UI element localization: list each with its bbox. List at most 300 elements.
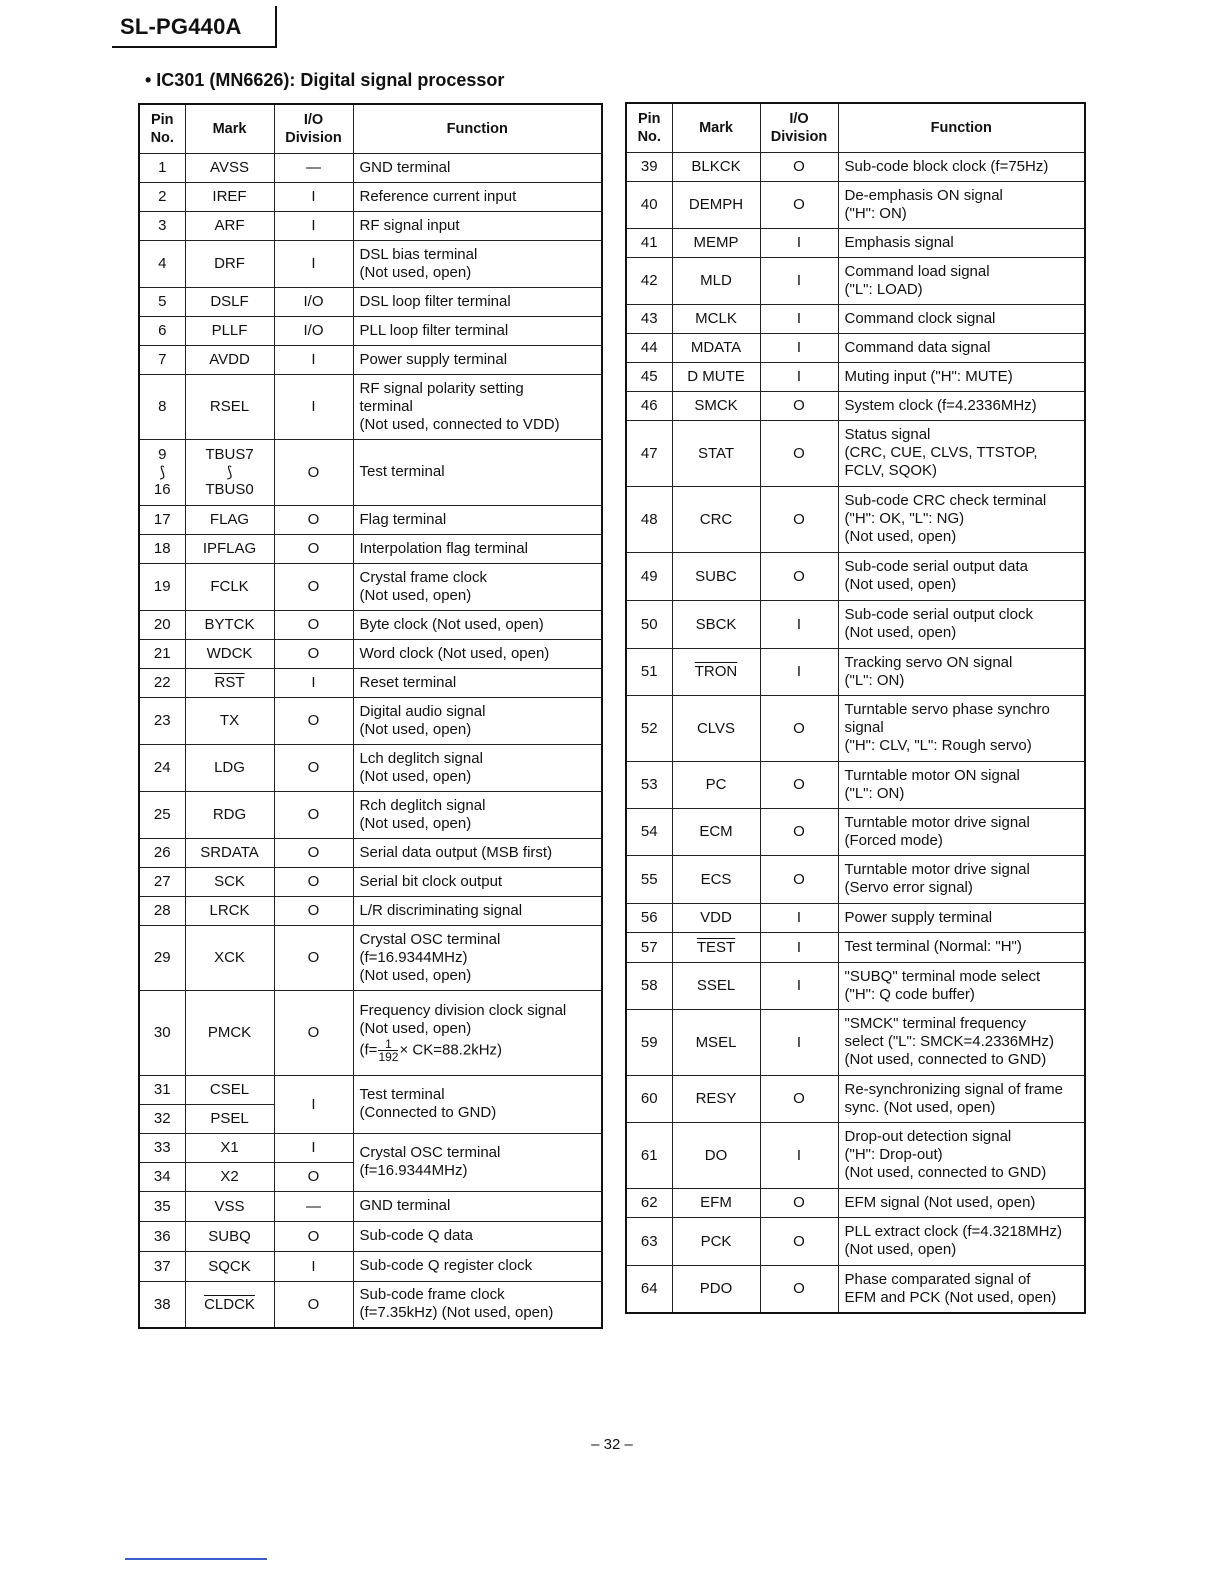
pin-mark: [185, 925, 274, 990]
pin-io: O: [307, 712, 320, 729]
pin-mark: RSEL: [209, 398, 250, 415]
pin-number: [139, 153, 185, 182]
pin-io: [274, 610, 353, 639]
pin-function: [353, 990, 602, 1075]
pin-number: 48: [640, 510, 658, 528]
pin-function-line: signal: [844, 719, 884, 736]
col-header-io: I/O Division: [760, 103, 838, 152]
pin-number: 42: [640, 272, 658, 289]
pin-mark: [185, 534, 274, 563]
pin-mark: [185, 345, 274, 374]
pin-function: [838, 855, 1085, 903]
pin-number: [626, 761, 672, 808]
pin-function-line: (Not used, open): [844, 1241, 957, 1258]
pin-function: [838, 362, 1085, 391]
pin-number: [626, 304, 672, 333]
pin-function-line: ("L": LOAD): [844, 280, 923, 298]
table-header-row: [139, 104, 602, 153]
pin-number: 37: [153, 1257, 171, 1275]
pin-mark: [672, 228, 760, 257]
pin-mark: SRDATA: [200, 844, 259, 861]
pin-function-line: Test terminal: [359, 1086, 445, 1103]
table-row: [626, 808, 1085, 855]
pin-io: [274, 439, 353, 505]
pin-mark: CLVS: [696, 719, 736, 737]
pin-number: [626, 1075, 672, 1122]
pin-function: Muting input ("H": MUTE): [844, 367, 1013, 385]
pin-function-line: (Not used, open): [844, 576, 957, 593]
pin-function-line: (f=16.9344MHz): [359, 1162, 468, 1179]
pin-number: [626, 181, 672, 228]
table-row: [626, 333, 1085, 362]
pin-function-line: Tracking servo ON signal: [844, 653, 1013, 671]
pin-number: 36: [153, 1227, 171, 1245]
pin-mark: CRC: [699, 510, 733, 528]
pin-io: I: [311, 674, 316, 691]
col-header-mark: Mark: [672, 103, 760, 152]
table-row: [626, 362, 1085, 391]
pin-mark: [185, 639, 274, 668]
pin-mark: MDATA: [690, 339, 742, 356]
pin-mark: [185, 563, 274, 610]
pin-function: PLL loop filter terminal: [359, 321, 509, 339]
pin-number: [139, 1133, 185, 1162]
pin-io: —: [306, 159, 321, 176]
table-row: [626, 695, 1085, 761]
pin-mark: [672, 181, 760, 228]
pin-mark: [672, 1009, 760, 1075]
pin-function: [353, 610, 602, 639]
pin-io: I: [311, 398, 316, 415]
table-row: [139, 1221, 602, 1251]
table-row: [139, 1191, 602, 1221]
pin-number: [139, 534, 185, 563]
pin-io: O: [307, 1168, 320, 1185]
pin-io: [274, 505, 353, 534]
pin-io: O: [307, 949, 320, 966]
pin-mark: TEST: [696, 938, 736, 956]
pin-function-line: PLL extract clock (f=4.3218MHz): [844, 1223, 1062, 1240]
pin-io: O: [307, 511, 320, 528]
pin-io: I: [796, 1033, 802, 1051]
pin-io: I/O: [303, 322, 324, 339]
pin-number: [626, 1122, 672, 1188]
pin-function: Serial data output (MSB first): [359, 843, 553, 861]
table-row: [626, 1217, 1085, 1265]
pin-function-line: (Not used, open): [359, 586, 472, 604]
pin-number: 34: [153, 1168, 171, 1185]
table-row: [626, 1009, 1085, 1075]
pin-mark: PSEL: [210, 1110, 249, 1127]
pin-mark: AVSS: [210, 159, 249, 176]
table-row: [139, 534, 602, 563]
pin-function: Sub-code Q register clock: [359, 1257, 533, 1274]
table-row: [626, 486, 1085, 552]
pin-number: [626, 362, 672, 391]
table-row: [626, 648, 1085, 695]
pin-mark: [672, 304, 760, 333]
pin-function: [838, 1122, 1085, 1188]
pin-number: [626, 552, 672, 600]
pin-function-line: ("H": Q code buffer): [844, 985, 975, 1003]
pin-io: I: [796, 1146, 802, 1164]
pin-function: EFM signal (Not used, open): [844, 1193, 1036, 1211]
fraction-denominator: 192: [378, 1050, 399, 1064]
pin-io: [274, 1075, 353, 1133]
table-row: [139, 316, 602, 345]
pin-mark: [185, 211, 274, 240]
pin-function: DSL loop filter terminal: [359, 292, 511, 310]
pin-io: O: [793, 870, 805, 888]
pin-io: O: [793, 823, 805, 840]
pin-number: [626, 855, 672, 903]
table-row: [139, 563, 602, 610]
table-row: [139, 697, 602, 744]
pin-function-line: (Not used, connected to GND): [844, 1051, 1047, 1068]
pin-mark: [185, 316, 274, 345]
pin-function: Power supply terminal: [359, 350, 508, 368]
pin-io: O: [793, 776, 805, 793]
pin-io: O: [307, 873, 320, 890]
pin-function: Command clock signal: [844, 309, 996, 327]
pin-io: I: [796, 615, 802, 633]
pin-function: Test terminal: [359, 463, 445, 480]
pin-mark: [672, 1265, 760, 1313]
pin-function: [353, 1251, 602, 1281]
pin-function-line: Phase comparated signal of: [844, 1270, 1031, 1288]
table-row: [626, 962, 1085, 1009]
pin-function-line: EFM and PCK (Not used, open): [844, 1288, 1057, 1306]
pin-number: [139, 505, 185, 534]
pin-function-line: DSL bias terminal: [359, 245, 478, 263]
pin-mark: [185, 240, 274, 287]
pin-function-line: (Not used, open): [359, 814, 472, 832]
pin-function: [353, 639, 602, 668]
pin-number: 7: [158, 351, 167, 368]
pin-function: [838, 903, 1085, 932]
pin-number: 54: [640, 823, 658, 840]
pin-mark-line: TBUS7: [205, 446, 254, 463]
pin-mark: DSLF: [210, 293, 249, 310]
pin-number: [626, 152, 672, 181]
pin-function: [353, 345, 602, 374]
pin-mark-line: TBUS0: [205, 481, 254, 498]
pin-function-line: "SUBQ" terminal mode select: [844, 967, 1041, 985]
pin-function-line: (f=16.9344MHz): [359, 948, 468, 966]
pin-mark: TX: [219, 712, 240, 729]
table-row: [626, 1265, 1085, 1313]
pin-mark: VSS: [214, 1197, 245, 1215]
pin-io: [760, 1188, 838, 1217]
pin-io: I: [796, 909, 802, 926]
pin-mark: IREF: [212, 188, 247, 205]
pin-function-line: (Not used, open): [359, 966, 472, 984]
pin-function-line: Lch deglitch signal: [359, 749, 483, 767]
pin-io: O: [307, 902, 320, 919]
table-row: [139, 153, 602, 182]
table-row: [626, 761, 1085, 808]
pin-function: [838, 962, 1085, 1009]
pin-io: [274, 1221, 353, 1251]
pin-number: [139, 838, 185, 867]
pin-function: Reset terminal: [359, 673, 457, 691]
pin-number: 23: [153, 712, 171, 729]
pin-function-line: (Not used, open): [844, 528, 957, 545]
pin-function-line: Turntable motor drive signal: [844, 861, 1030, 878]
pin-io: O: [307, 463, 320, 481]
pin-rows-left: [139, 153, 602, 1328]
pin-io: [760, 181, 838, 228]
pin-function-line: (Not used, connected to VDD): [359, 415, 560, 433]
table-row: [139, 345, 602, 374]
pin-mark: [672, 552, 760, 600]
pin-io: O: [793, 397, 805, 414]
pin-function: Serial bit clock output: [359, 872, 503, 890]
pin-io: [760, 855, 838, 903]
pin-function-line: (CRC, CUE, CLVS, TTSTOP,: [844, 444, 1038, 461]
pin-number: 45: [640, 368, 658, 385]
pin-function-line: Sub-code serial output clock: [844, 606, 1033, 623]
pin-function-line: sync. (Not used, open): [844, 1098, 996, 1116]
pin-number: [626, 420, 672, 486]
pin-mark: [185, 1281, 274, 1328]
pin-function-line: (Forced mode): [844, 831, 943, 849]
pin-io: O: [307, 540, 320, 557]
pin-mark: [672, 486, 760, 552]
pin-number: [139, 182, 185, 211]
pin-io: [274, 1191, 353, 1221]
pin-function: [353, 925, 602, 990]
pin-function-line: Digital audio signal: [359, 702, 486, 720]
pin-function: Sub-code block clock (f=75Hz): [844, 157, 1049, 175]
pin-number: [626, 486, 672, 552]
pin-number: 38: [153, 1295, 171, 1313]
pin-io: [274, 1133, 353, 1162]
pin-io: [760, 552, 838, 600]
pin-number: [626, 1009, 672, 1075]
col-header-io: I/O Division: [274, 104, 353, 153]
pin-io: O: [307, 1227, 320, 1245]
pin-mark: $\overline{RST}$: [214, 674, 245, 691]
pin-io: O: [793, 1232, 805, 1250]
pin-function: [838, 761, 1085, 808]
pin-function: [353, 867, 602, 896]
pin-function-line: De-emphasis ON signal: [844, 186, 1003, 204]
pin-number: 52: [640, 719, 658, 737]
table-row: [139, 1133, 602, 1162]
table-row: [626, 152, 1085, 181]
pin-number: [626, 1188, 672, 1217]
pin-number: [139, 990, 185, 1075]
pin-mark: PCK: [700, 1232, 732, 1250]
pin-io: [274, 374, 353, 439]
pin-table-right: [625, 102, 1086, 1314]
pin-function: [353, 563, 602, 610]
pin-mark: DO: [704, 1146, 728, 1164]
pin-number: 62: [640, 1194, 658, 1211]
table-row: [139, 374, 602, 439]
pin-number: [626, 228, 672, 257]
pin-function-line: (Connected to GND): [359, 1104, 497, 1121]
pin-io: I: [796, 339, 802, 356]
pin-function: [838, 648, 1085, 695]
fraction-numerator: 1: [378, 1038, 398, 1051]
table-row: [139, 1075, 602, 1104]
pin-mark: DRF: [214, 255, 245, 272]
pin-mark: SUBQ: [208, 1227, 251, 1245]
pin-function: [353, 791, 602, 838]
pin-io: [760, 648, 838, 695]
pin-function: [353, 668, 602, 697]
pin-io: [760, 808, 838, 855]
pin-mark: [185, 1251, 274, 1281]
table-row: [139, 505, 602, 534]
pin-function-line: (Servo error signal): [844, 879, 973, 896]
pin-number: 51: [640, 663, 658, 680]
pin-function: RF signal input: [359, 216, 460, 234]
col-header-pin: Pin No.: [139, 104, 185, 153]
pin-number: [139, 639, 185, 668]
pin-number: 40: [640, 196, 658, 213]
pin-number: 2: [158, 188, 167, 205]
pin-io: O: [793, 719, 805, 737]
pin-mark: [185, 838, 274, 867]
pin-io: [760, 257, 838, 304]
pin-io: [274, 896, 353, 925]
pin-io: [274, 697, 353, 744]
pin-io: O: [307, 645, 320, 662]
pin-mark: [185, 990, 274, 1075]
pin-mark: [672, 1122, 760, 1188]
pin-number: [626, 962, 672, 1009]
pin-function: [353, 1281, 602, 1328]
pin-io: I: [796, 938, 802, 956]
pin-number: 64: [640, 1280, 658, 1298]
pin-io: O: [793, 567, 805, 585]
table-row: [139, 925, 602, 990]
pin-mark: [672, 903, 760, 932]
pin-number: 3: [158, 217, 167, 234]
pin-io: [760, 1009, 838, 1075]
pin-function: [353, 505, 602, 534]
pin-number: [626, 808, 672, 855]
pin-function-line: (Not used, connected to GND): [844, 1164, 1047, 1181]
pin-io: I: [796, 310, 802, 327]
pin-function: [353, 1191, 602, 1221]
pin-function: [353, 1075, 602, 1133]
pin-io: I: [311, 255, 316, 272]
table-row: [626, 932, 1085, 962]
pin-mark: ARF: [214, 217, 245, 234]
pin-number: [626, 903, 672, 932]
pin-number: [626, 648, 672, 695]
pin-io: [760, 695, 838, 761]
pin-mark: [672, 648, 760, 695]
pin-number: [139, 1281, 185, 1328]
table-row: [626, 228, 1085, 257]
pin-mark: DEMPH: [688, 196, 744, 213]
pin-number: [626, 1265, 672, 1313]
pin-mark: ECS: [700, 870, 732, 888]
pin-io: [760, 333, 838, 362]
pin-number: [139, 316, 185, 345]
pin-function: [838, 932, 1085, 962]
pin-io: [760, 486, 838, 552]
pin-io: O: [307, 806, 320, 823]
pin-number: 4: [158, 255, 167, 272]
pin-number: [139, 610, 185, 639]
pin-function: GND terminal: [359, 1197, 451, 1214]
pin-function: [353, 1133, 602, 1191]
pin-function: [353, 153, 602, 182]
section-title: • IC301 (MN6626): Digital signal processor: [145, 70, 505, 90]
pin-number: [626, 932, 672, 962]
pin-io: O: [793, 196, 805, 213]
pin-function: [838, 152, 1085, 181]
pin-mark: STAT: [697, 444, 735, 462]
pin-mark: FCLK: [210, 578, 249, 595]
table-row: [139, 990, 602, 1075]
pin-number: 17: [153, 511, 171, 528]
pin-mark: MLD: [700, 272, 732, 289]
pin-io: [760, 761, 838, 808]
pin-number: 59: [640, 1033, 658, 1051]
col-header-mark: Mark: [185, 104, 274, 153]
pin-mark: PMCK: [207, 1024, 252, 1041]
pin-io: I: [796, 663, 802, 680]
pin-io: O: [307, 1295, 320, 1313]
pin-function: [838, 1217, 1085, 1265]
pin-mark: MEMP: [693, 234, 739, 251]
pin-io: [760, 962, 838, 1009]
pin-io: [760, 1122, 838, 1188]
table-row: [139, 287, 602, 316]
pin-mark: VDD: [700, 909, 732, 926]
pin-number: 44: [640, 339, 658, 356]
pin-io: O: [307, 759, 320, 776]
pin-io: O: [793, 510, 805, 528]
pin-mark: [672, 1217, 760, 1265]
pin-number: 35: [153, 1197, 171, 1215]
pin-mark: [185, 791, 274, 838]
pin-mark: [672, 391, 760, 420]
pin-mark: SBCK: [695, 615, 737, 633]
pin-mark: SUBC: [695, 567, 737, 585]
pin-mark: SSEL: [696, 977, 736, 994]
pin-number: 30: [153, 1024, 171, 1041]
pin-io: O: [307, 578, 320, 595]
pin-mark: IPFLAG: [202, 540, 257, 557]
pin-number: 26: [153, 844, 171, 861]
pin-function: [838, 257, 1085, 304]
pin-mark: SMCK: [694, 397, 738, 414]
pin-mark: X1: [220, 1139, 239, 1156]
pin-function-line: Turntable motor ON signal: [844, 766, 1020, 784]
table-row: [139, 639, 602, 668]
pin-number: 27: [153, 873, 171, 890]
pin-io: [274, 990, 353, 1075]
pin-function-line: (Not used, open): [359, 263, 472, 281]
pin-number: [139, 1104, 185, 1133]
pin-mark: SQCK: [208, 1257, 251, 1275]
pin-function-line: Crystal frame clock: [359, 568, 488, 586]
pin-number: 63: [640, 1232, 658, 1250]
pin-number: 50: [640, 615, 658, 633]
pin-io: [760, 420, 838, 486]
pin-mark: [672, 808, 760, 855]
pin-mark: FLAG: [209, 511, 250, 528]
pin-number: 32: [153, 1110, 171, 1127]
